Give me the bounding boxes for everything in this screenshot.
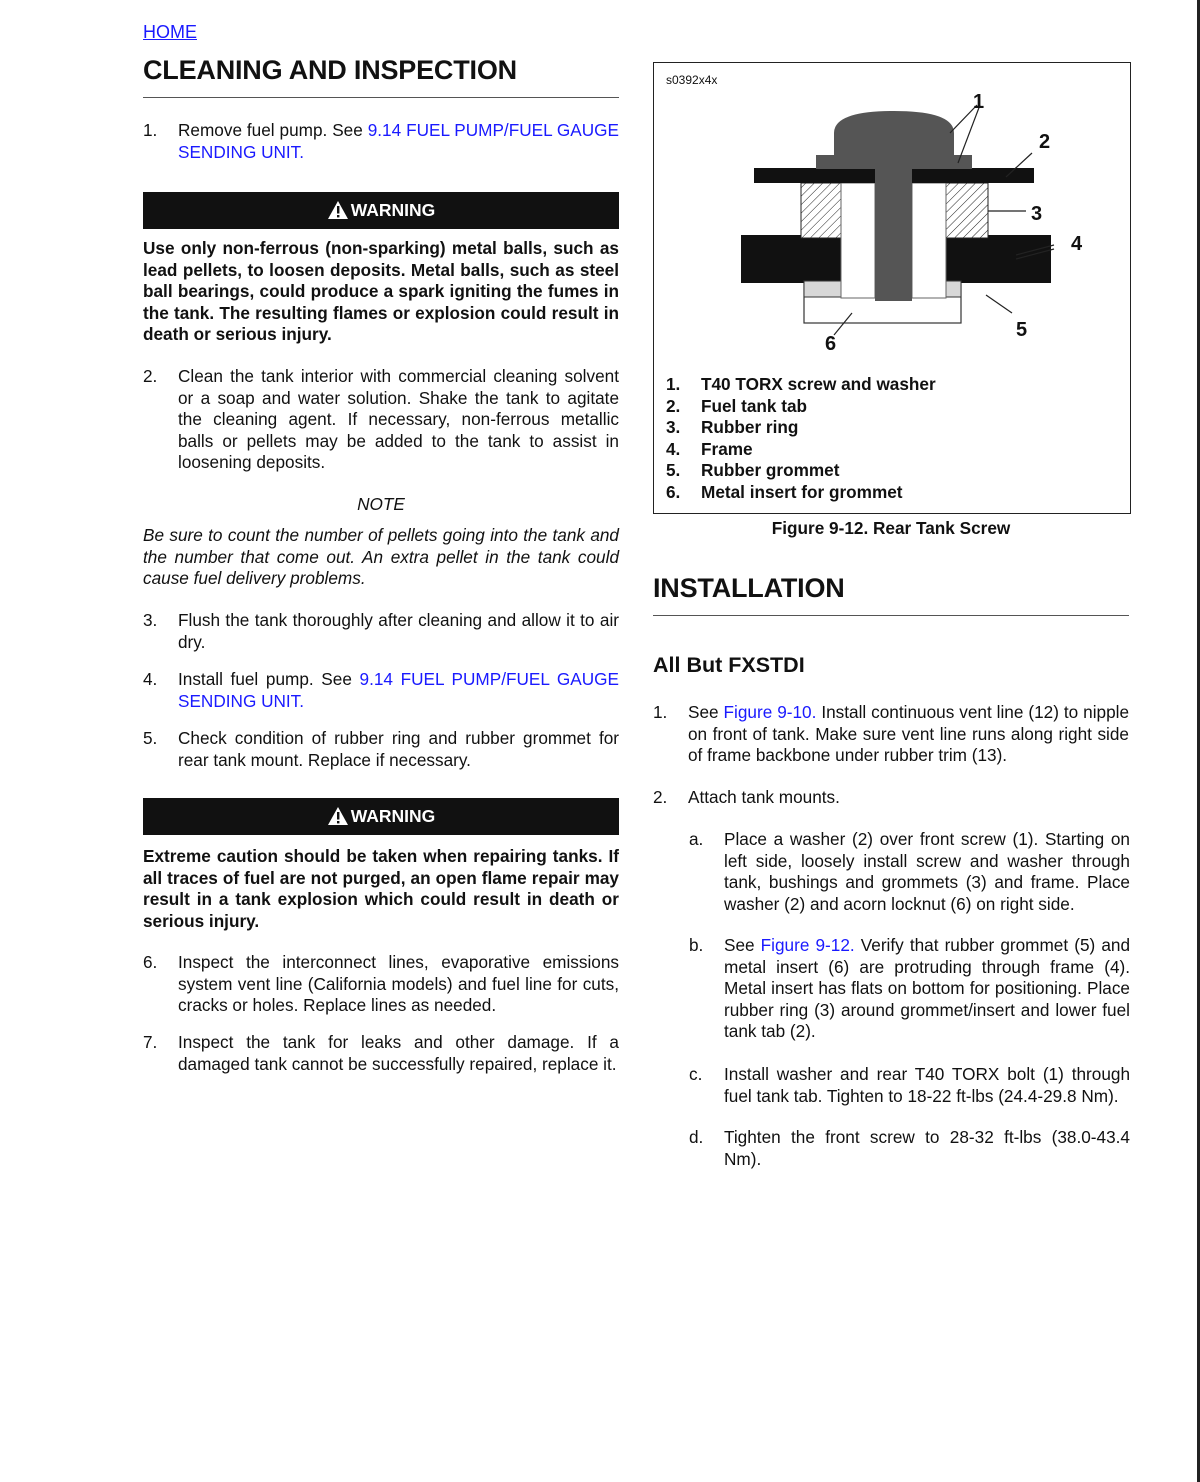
warning-banner [143, 798, 619, 835]
figure-9-10-link[interactable]: Figure 9-10. [723, 702, 817, 722]
list-item [689, 1127, 1130, 1170]
warning-text: Extreme caution should be taken when repairing tanks. If all traces of fuel are not purged, an open flame repair may result in a tank explosion which could result in death or serious injury. [143, 846, 619, 931]
warning-icon [327, 806, 349, 826]
warning-label: WARNING [350, 806, 436, 826]
figure-caption: Figure 9-12. Rear Tank Screw [771, 518, 1011, 538]
list-item [143, 120, 619, 163]
callout-4: 4 [1071, 233, 1083, 255]
step-number: 1. [143, 120, 158, 140]
step-text: Inspect the interconnect lines, evaporative emissions system vent line (California models) and fuel line for cuts, cracks or holes. Replace lines as needed. [178, 952, 619, 1015]
list-item [689, 829, 1130, 915]
figure-legend [666, 374, 936, 503]
list-item [143, 366, 619, 474]
warning-banner [143, 192, 619, 229]
list-item [653, 787, 1129, 809]
step-number: 1. [653, 702, 668, 722]
step-number: 5. [143, 728, 158, 748]
screw-head-part [834, 111, 954, 155]
substep-letter: d. [689, 1127, 704, 1147]
list-item [689, 1064, 1130, 1107]
section-title: INSTALLATION [653, 573, 845, 603]
note-text: Be sure to count the number of pellets going into the tank and the number that come out. An extra pellet in the tank could cause fuel delivery problems. [143, 525, 619, 588]
title-rule [143, 97, 619, 98]
step-text: Verify that rubber grommet (5) and metal insert (6) are protruding through frame (4). Metal insert has flats on bottom for positioning. Place rubber ring (3) around grommet/insert and lower fuel tank tab (2). [724, 935, 1130, 1041]
rear-tank-screw-diagram [654, 63, 1130, 363]
step-text: See [688, 702, 724, 722]
legend-item: 5. Rubber grommet [666, 460, 840, 480]
fuel-pump-link[interactable]: 9.14 FUEL PUMP/FUEL GAUGE SENDING UNIT. [178, 669, 620, 711]
fuel-pump-link[interactable]: 9.14 FUEL PUMP/FUEL GAUGE SENDING UNIT. [178, 120, 619, 162]
callout-2: 2 [1039, 131, 1051, 153]
warning-text: Use only non-ferrous (non-sparking) metal balls, such as lead pellets, to loosen deposits. Metal balls, such as steel ball bearings, could produce a spark igniting the fumes in the tank. The resulting flames or explosion could result in death or serious injury. [143, 238, 619, 344]
list-item [143, 728, 619, 771]
warning-icon [327, 200, 349, 220]
list-item [143, 1032, 619, 1075]
list-item [689, 935, 1130, 1043]
callout-5: 5 [1016, 319, 1028, 341]
step-number: 2. [653, 787, 668, 807]
grommet-sleeve-right [912, 183, 946, 298]
section-rule [653, 615, 1129, 616]
washer-part [816, 155, 972, 169]
step-number: 4. [143, 669, 158, 689]
section-subtitle: All But FXSTDI [653, 653, 805, 677]
warning-label: WARNING [350, 200, 436, 220]
substep-letter: a. [689, 829, 704, 849]
step-text: Inspect the tank for leaks and other damage. If a damaged tank cannot be successfully repaired, replace it. [178, 1032, 619, 1074]
list-item [653, 702, 1129, 767]
legend-item: 4. Frame [666, 438, 753, 459]
legend-item: 2. Fuel tank tab [666, 395, 808, 416]
page-title: CLEANING AND INSPECTION [143, 55, 517, 85]
step-number: 3. [143, 610, 158, 630]
legend-item: 6. Metal insert for grommet [666, 481, 903, 502]
figure-box [653, 62, 1131, 514]
legend-item: 3. Rubber ring [666, 417, 799, 437]
note-label: NOTE [357, 494, 405, 514]
step-text: Install fuel pump. See [178, 669, 360, 689]
figure-id: s0392x4x [666, 73, 718, 87]
list-item [143, 610, 619, 653]
step-text: Check condition of rubber ring and rubber grommet for rear tank mount. Replace if necessary. [178, 728, 619, 770]
step-text: Install washer and rear T40 TORX bolt (1) through fuel tank tab. Tighten to 18-22 ft-lbs (24.4-29.8 Nm). [724, 1064, 1130, 1106]
list-item [143, 952, 619, 1017]
figure-9-12-link[interactable]: Figure 9-12. [760, 935, 855, 955]
grommet-sleeve-left [841, 183, 875, 298]
step-text: See [724, 935, 761, 955]
step-text: Clean the tank interior with commercial cleaning solvent or a soap and water solution. Shake the tank to agitate the cleaning agent. If necessary, non-ferrous metallic balls or pellets may be added to the tank to assist in loosening deposits. [178, 366, 619, 472]
callout-6: 6 [825, 333, 837, 355]
step-text: Install continuous vent line (12) to nipple on front of tank. Make sure vent line runs along right side of frame backbone under rubber trim (13). [688, 702, 1130, 765]
step-text: Place a washer (2) over front screw (1). Starting on left side, loosely install screw and washer through tank, bushings and grommets (3) and frame. Place washer (2) and acorn locknut (6) on right side. [724, 829, 1130, 914]
legend-item: 1. T40 TORX screw and washer [666, 374, 936, 394]
step-text: Remove fuel pump. See [178, 120, 368, 140]
step-number: 6. [143, 952, 158, 972]
step-number: 2. [143, 366, 158, 386]
screw-shaft-part [875, 169, 912, 301]
list-item [143, 669, 619, 712]
step-text: Flush the tank thoroughly after cleaning and allow it to air dry. [178, 610, 619, 652]
step-text: Tighten the front screw to 28-32 ft-lbs (38.0-43.4 Nm). [724, 1127, 1130, 1169]
rubber-ring-left [801, 183, 841, 238]
callout-3: 3 [1031, 203, 1043, 225]
rubber-ring-right [946, 183, 988, 238]
substep-letter: c. [689, 1064, 703, 1084]
step-text: Attach tank mounts. [688, 787, 840, 807]
step-number: 7. [143, 1032, 158, 1052]
home-link[interactable]: HOME [143, 22, 197, 42]
callout-1: 1 [973, 91, 985, 113]
substep-letter: b. [689, 935, 704, 955]
